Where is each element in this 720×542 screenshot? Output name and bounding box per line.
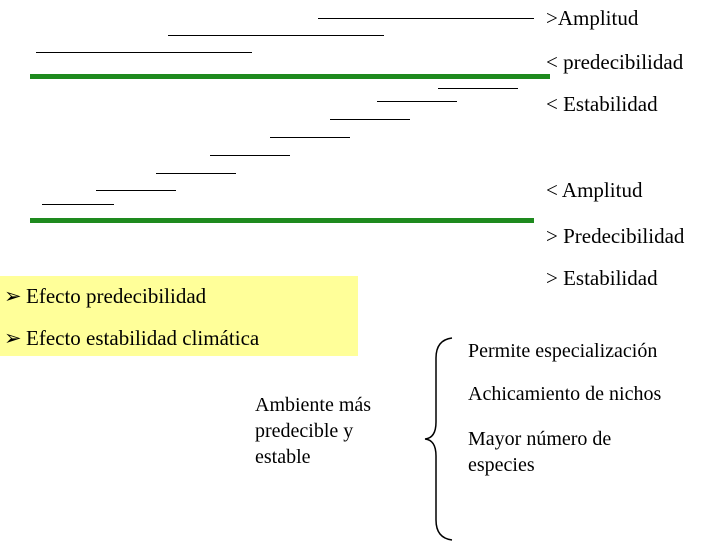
label-amplitud-menor: < Amplitud <box>546 178 643 202</box>
curly-brace-icon <box>420 336 460 542</box>
bullet-text: Efecto predecibilidad <box>26 284 207 308</box>
niche-line <box>318 18 534 19</box>
bullet-text: Efecto estabilidad climática <box>26 326 260 350</box>
consequence-item: Achicamiento de nichos <box>468 383 662 405</box>
niche-line <box>377 101 457 102</box>
niche-line <box>330 119 410 120</box>
label-estabilidad-menor: < Estabilidad <box>546 92 658 116</box>
ambiente-text: Ambiente más predecible y estable <box>255 394 372 468</box>
consequence-item: Permite especialización <box>468 340 658 362</box>
green-baseline-top <box>30 74 550 79</box>
niche-line <box>270 137 350 138</box>
consequence-item: Mayor número de especies <box>468 428 612 476</box>
niche-line <box>96 190 176 191</box>
bullet-item <box>4 326 259 351</box>
niche-line <box>42 204 114 205</box>
label-predecibilidad-menor: < predecibilidad <box>546 50 684 74</box>
label-amplitud-mayor: >Amplitud <box>546 6 639 30</box>
niche-line <box>168 35 384 36</box>
label-predecibilidad-mayor: > Predecibilidad <box>546 224 685 248</box>
niche-line <box>36 52 252 53</box>
arrow-bullet-icon: ➢ <box>4 284 22 308</box>
niche-line <box>438 88 518 89</box>
arrow-bullet-icon: ➢ <box>4 326 22 350</box>
niche-line <box>210 155 290 156</box>
bullet-item <box>4 284 206 309</box>
label-estabilidad-mayor: > Estabilidad <box>546 266 658 290</box>
niche-line <box>156 173 236 174</box>
green-baseline-bottom <box>30 218 534 223</box>
